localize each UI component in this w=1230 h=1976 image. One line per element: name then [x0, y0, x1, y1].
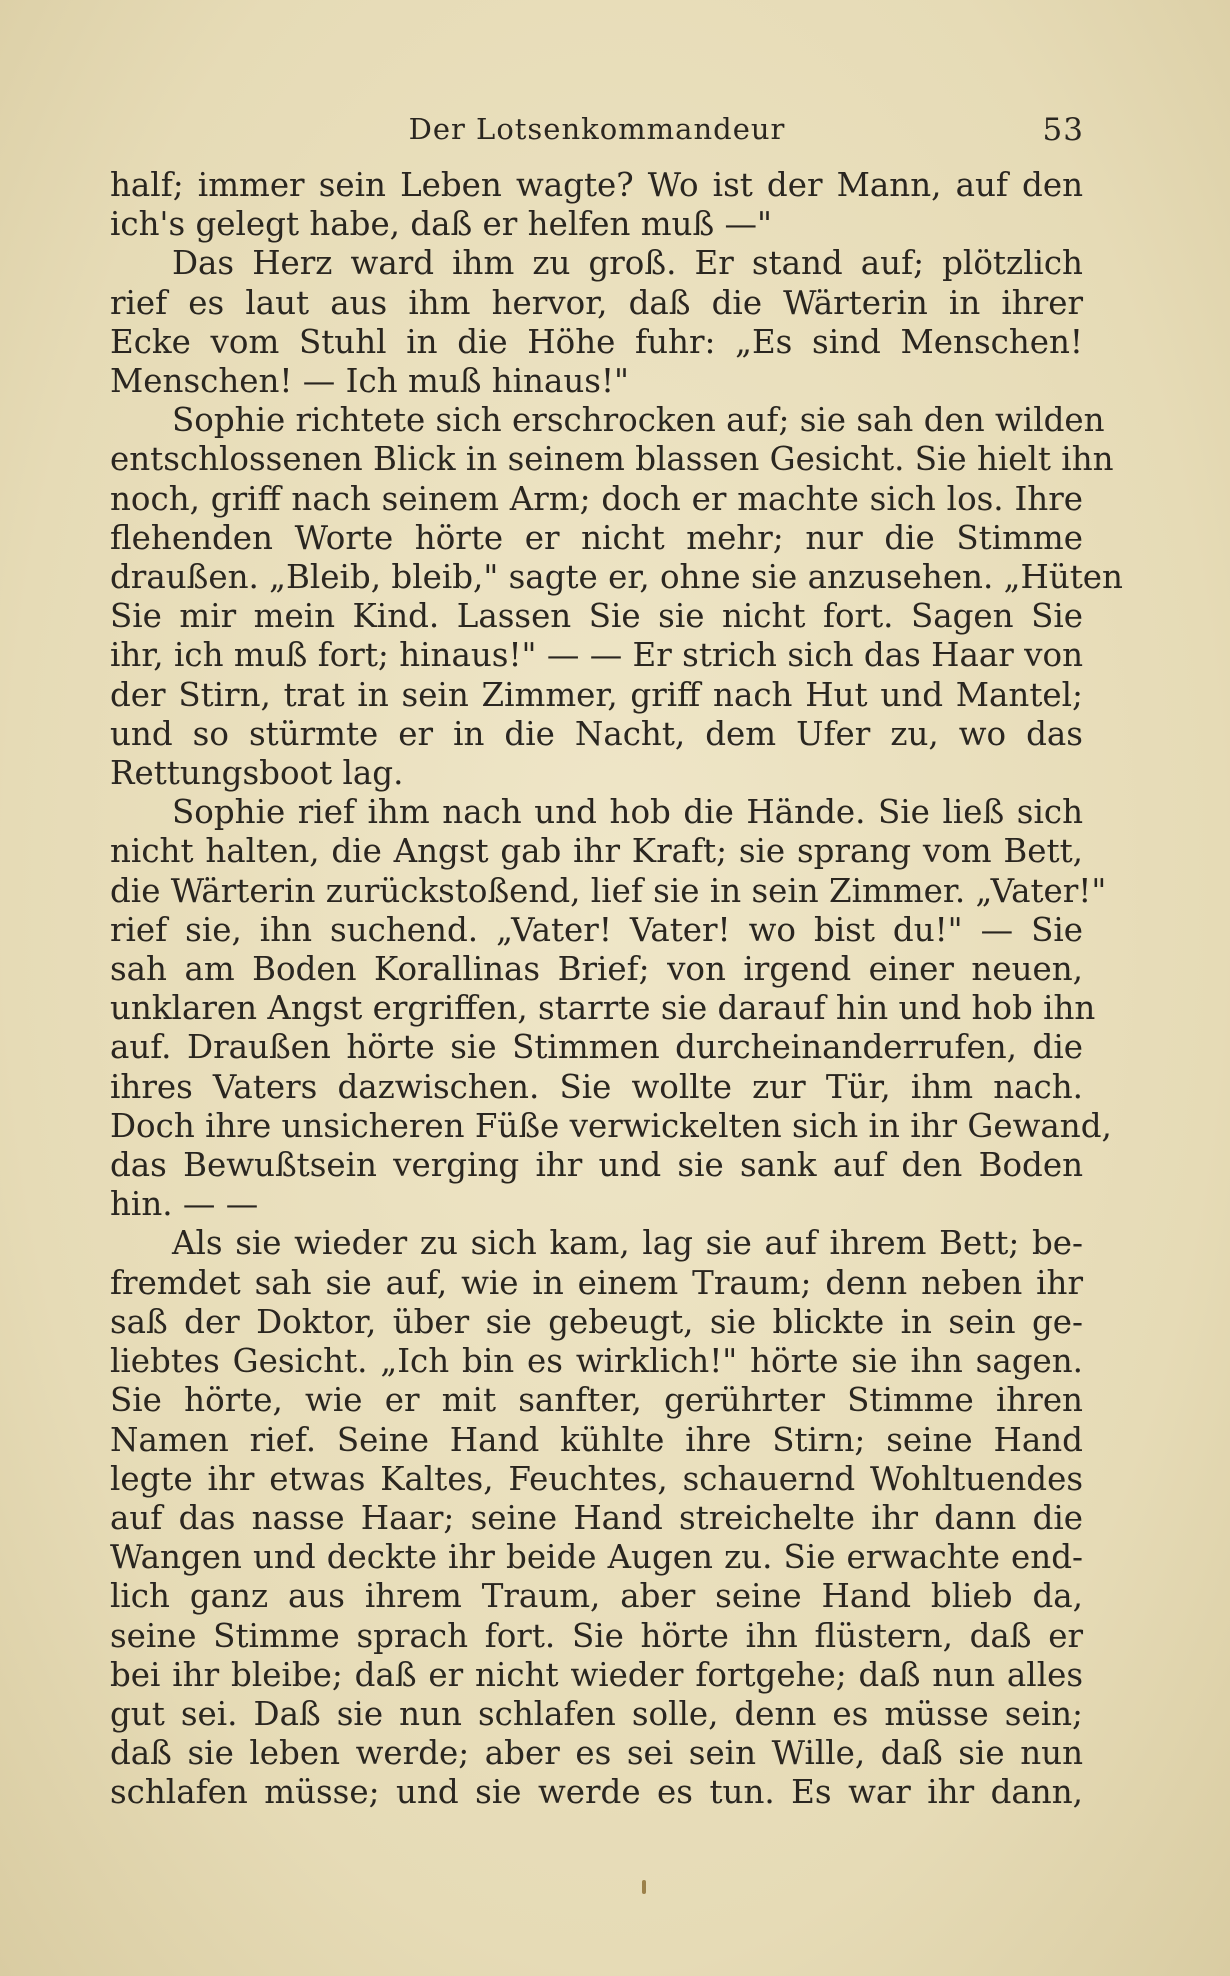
running-head [112, 112, 1082, 156]
text-line: die Wärterin zurückstoßend, lief sie in sein Zimmer. „Vater!" [110, 871, 1107, 910]
text-line: Wangen und deckte ihr beide Augen zu. Sie erwachte end- [110, 1538, 1083, 1577]
text-line: Sophie richtete sich erschrocken auf; sie sah den wilden [172, 401, 1105, 440]
text-line: Menschen! — Ich muß hinaus!" [110, 362, 629, 401]
text-line: sah am Boden Korallinas Brief; von irgend einer neuen, [110, 950, 1083, 989]
text-line: Ecke vom Stuhl in die Höhe fuhr: „Es sind Menschen! [110, 322, 1083, 361]
paragraph [110, 166, 1083, 244]
text-line: unklaren Angst ergriffen, starrte sie darauf hin und hob ihn [110, 989, 1096, 1028]
text-line: lich ganz aus ihrem Traum, aber seine Hand blieb da, [110, 1577, 1083, 1616]
running-title: Der Lotsenkommandeur [408, 112, 786, 146]
text-line: ihr, ich muß fort; hinaus!" — — Er strich sich das Haar von [110, 636, 1083, 675]
page-number: 53 [1042, 112, 1084, 148]
ink-speck [642, 1880, 646, 1894]
text-line: Namen rief. Seine Hand kühlte ihre Stirn; seine Hand [110, 1420, 1083, 1459]
text-line: Sophie rief ihm nach und hob die Hände. Sie ließ sich [172, 793, 1083, 832]
text-line: rief es laut aus ihm hervor, daß die Wärterin in ihrer [110, 283, 1083, 322]
text-line: noch, griff nach seinem Arm; doch er machte sich los. Ihre [110, 479, 1083, 518]
paragraph [110, 1224, 1083, 1812]
text-line: daß sie leben werde; aber es sei sein Wille, daß sie nun [110, 1734, 1083, 1773]
text-line: auf. Draußen hörte sie Stimmen durcheinanderrufen, die [110, 1028, 1083, 1067]
text-line: bei ihr bleibe; daß er nicht wieder fortgehe; daß nun alles [110, 1655, 1083, 1694]
text-line: der Stirn, trat in sein Zimmer, griff nach Hut und Mantel; [110, 675, 1083, 714]
text-line: nicht halten, die Angst gab ihr Kraft; sie sprang vom Bett, [110, 832, 1083, 871]
text-line: Das Herz ward ihm zu groß. Er stand auf; plötzlich [172, 244, 1083, 283]
text-line: entschlossenen Blick in seinem blassen Gesicht. Sie hielt ihn [110, 440, 1114, 479]
text-line: auf das nasse Haar; seine Hand streichelte ihr dann die [110, 1498, 1083, 1537]
paragraph [110, 401, 1123, 793]
text-line: Sie hörte, wie er mit sanfter, gerührter Stimme ihren [110, 1381, 1083, 1420]
text-line: ihres Vaters dazwischen. Sie wollte zur Tür, ihm nach. [110, 1067, 1083, 1106]
text-line: schlafen müsse; und sie werde es tun. Es war ihr dann, [110, 1773, 1083, 1812]
paragraph [110, 793, 1112, 1224]
body-text [110, 166, 1123, 1813]
text-line: seine Stimme sprach fort. Sie hörte ihn flüstern, daß er [110, 1616, 1083, 1655]
text-line: half; immer sein Leben wagte? Wo ist der Mann, auf den [110, 166, 1083, 204]
text-line: legte ihr etwas Kaltes, Feuchtes, schauernd Wohltuendes [110, 1459, 1083, 1498]
text-line: Doch ihre unsicheren Füße verwickelten sich in ihr Gewand, [110, 1106, 1112, 1145]
text-line: rief sie, ihn suchend. „Vater! Vater! wo bist du!" — Sie [110, 910, 1083, 949]
text-line: liebtes Gesicht. „Ich bin es wirklich!" hörte sie ihn sagen. [110, 1342, 1083, 1381]
text-line: draußen. „Bleib, bleib," sagte er, ohne sie anzusehen. „Hüten [110, 558, 1123, 597]
text-line: Als sie wieder zu sich kam, lag sie auf ihrem Bett; be- [172, 1224, 1083, 1263]
text-line: hin. — — [110, 1185, 259, 1224]
text-line: Sie mir mein Kind. Lassen Sie sie nicht fort. Sagen Sie [110, 597, 1083, 636]
text-line: und so stürmte er in die Nacht, dem Ufer zu, wo das [110, 714, 1083, 753]
text-line: fremdet sah sie auf, wie in einem Traum; denn neben ihr [110, 1263, 1083, 1302]
text-line: das Bewußtsein verging ihr und sie sank auf den Boden [110, 1146, 1083, 1185]
text-line: ich's gelegt habe, daß er helfen muß —" [110, 205, 772, 244]
text-line: gut sei. Daß sie nun schlafen solle, denn es müsse sein; [110, 1694, 1083, 1733]
text-line: saß der Doktor, über sie gebeugt, sie blickte in sein ge- [110, 1302, 1083, 1341]
paragraph [110, 244, 1083, 401]
text-line: Rettungsboot lag. [110, 754, 404, 793]
text-line: flehenden Worte hörte er nicht mehr; nur die Stimme [110, 518, 1083, 557]
